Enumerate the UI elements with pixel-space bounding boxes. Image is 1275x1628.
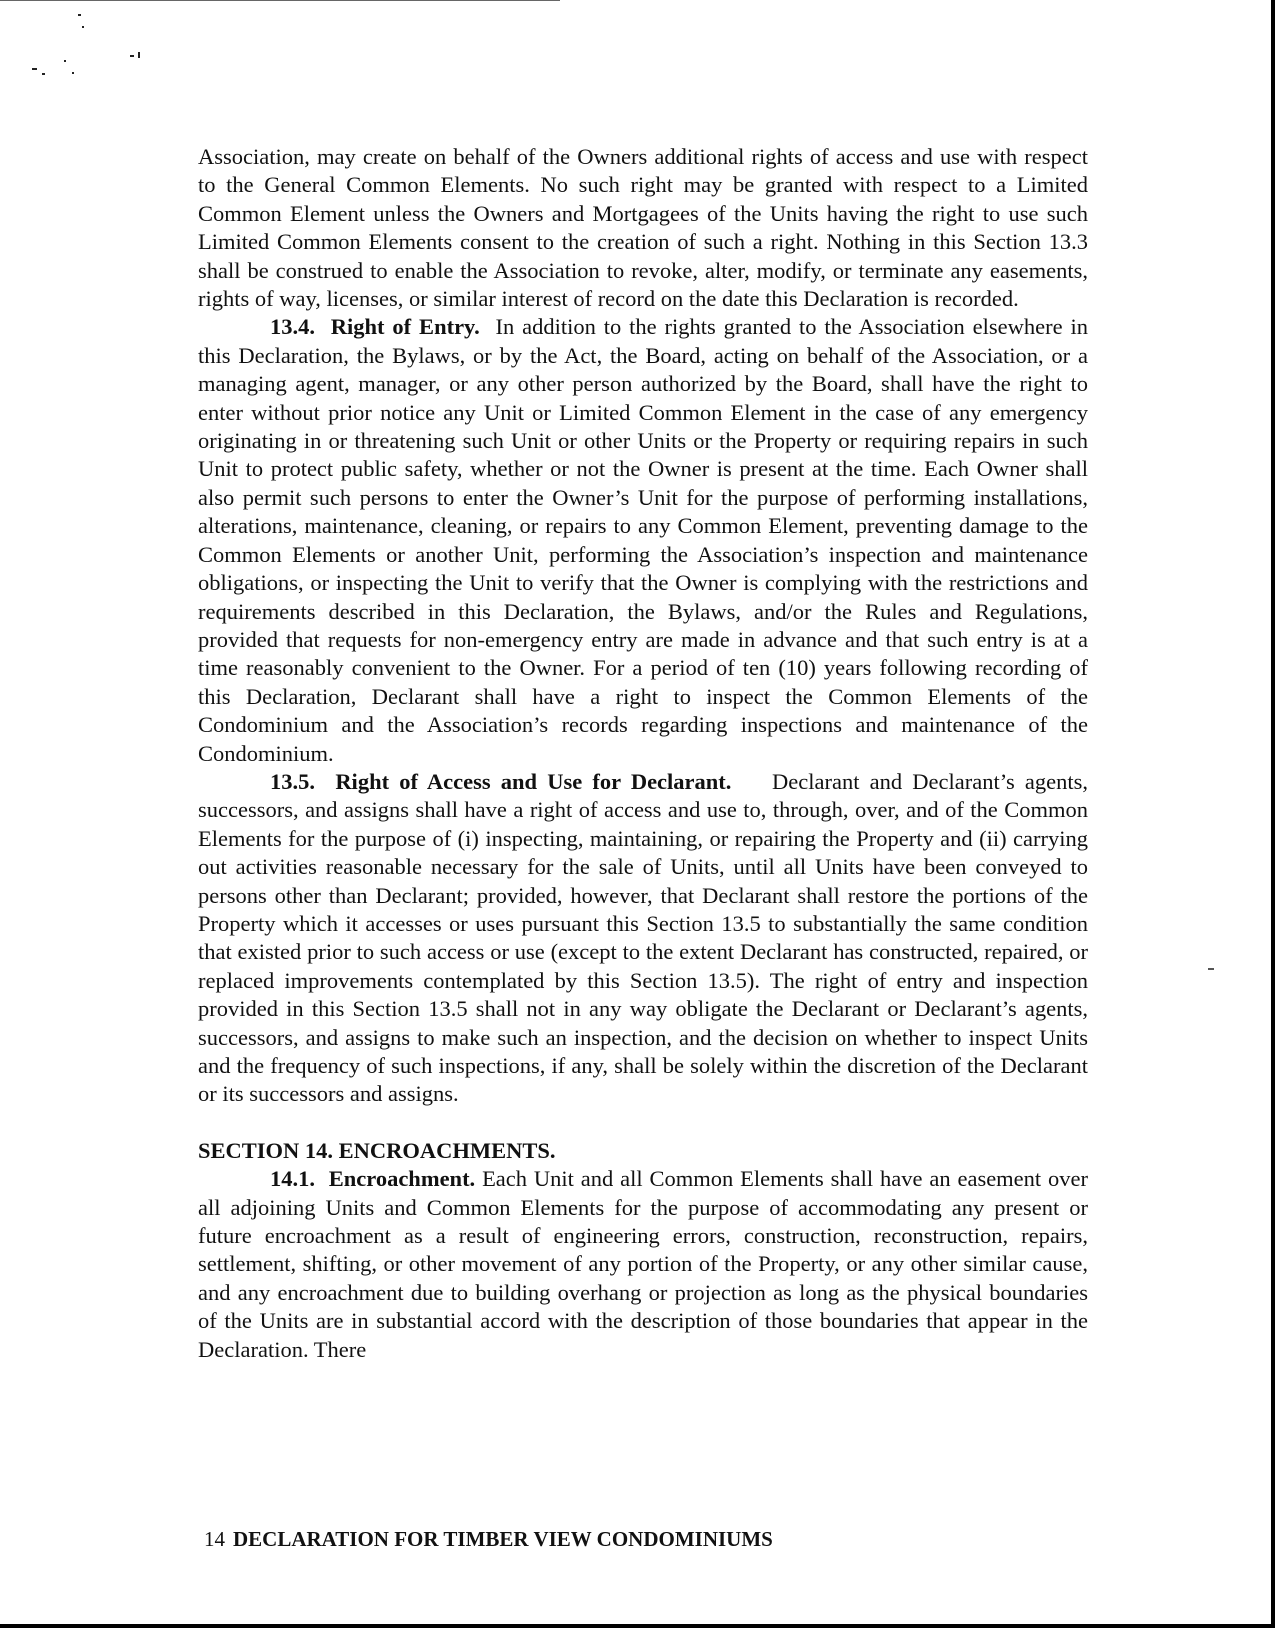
scan-edge-line — [0, 0, 560, 1]
page-number: 14 — [204, 1527, 225, 1551]
section-14-1-number: 14.1. — [270, 1166, 315, 1192]
page-footer — [204, 1527, 773, 1552]
opening-paragraph: Association, may create on behalf of the Owners additional rights of access and use with respect to the General Common Elements. No such right may be granted with respect to a Limited Common Element unless the Owners and Mortgagees of the Units having the right to use such Limited Common Elements consent to the creation of such a right. Nothing in this Section 13.3 shall be construed to enable the Association to revoke, alter, modify, or terminate any easements, rights of way, licenses, or similar interest of record on the date this Declaration is recorded. — [198, 144, 1088, 312]
section-13-5-number: 13.5. — [270, 768, 315, 794]
section-13-4-body: In addition to the rights granted to the Association elsewhere in this Declaration, the Bylaws, or by the Act, the Board, acting on behalf of the Association, or a managing agent, manager, or any other person authorized by the Board, shall have the right to enter without prior notice any Unit or Limited Common Element in the case of any emergency originating in or threatening such Unit or other Units or the Property or requiring repairs in such Unit to protect public safety, whether or not the Owner is present at the time. Each Owner shall also permit such persons to enter the Owner’s Unit for the purpose of performing installations, alterations, maintenance, cleaning, or repairs to any Common Element, preventing damage to the Common Elements or another Unit, performing the Association’s inspection and maintenance obligations, or inspecting the Unit to verify that the Owner is complying with the restrictions and requirements described in this Declaration, the Bylaws, and/or the Rules and Regulations, provided that requests for non-emergency entry are made in advance and that such entry is at a time reasonably convenient to the Owner. For a period of ten (10) years following recording of this Declaration, Declarant shall have a right to inspect the Common Elements of the Condominium and the Association’s records regarding inspections and maintenance of the Condominium. — [198, 314, 1089, 766]
section-13-5-body: Declarant and Declarant’s agents, successors, and assigns shall have a right of access and use to, through, over, and of the Common Elements for the purpose of (i) inspecting, maintaining, or repairing the Property and (ii) carrying out activities reasonable necessary for the sale of Units, until all Units have been conveyed to persons other than Declarant; provided, however, that Declarant shall restore the portions of the Property which it accesses or uses pursuant this Section 13.5 to substantially the same condition that existed prior to such access or use (except to the extent Declarant has constructed, repaired, or replaced improvements contemplated by this Section 13.5). The right of entry and inspection provided in this Section 13.5 shall not in any way obligate the Declarant or Declarant’s agents, successors, and assigns to make such an inspection, and the decision on whether to inspect Units and the frequency of such inspections, if any, shall be solely within the discretion of the Declarant or its successors and assigns. — [198, 768, 1088, 1107]
section-13-4 — [198, 313, 1088, 768]
section-14-1-heading: Encroachment. — [328, 1166, 476, 1192]
section-14-1 — [198, 1165, 1088, 1364]
section-14-title: SECTION 14. ENCROACHMENTS. — [198, 1137, 556, 1163]
section-13-5-heading: Right of Access and Use for Declarant. — [335, 768, 732, 794]
section-14-1-body: Each Unit and all Common Elements shall have an easement over all adjoining Units and Common Elements for the purpose of accommodating any present or future encroachment as a result of engineering errors, construction, reconstruction, repairs, settlement, shifting, or other movement of any portion of the Property, or any other similar cause, and any encroachment due to building overhang or projection as long as the physical boundaries of the Units are in substantial accord with the description of those boundaries that appear in the Declaration. There — [198, 1166, 1089, 1362]
scan-mark — [1208, 968, 1214, 970]
section-13-5 — [198, 768, 1088, 1109]
section-13-4-number: 13.4. — [270, 314, 315, 340]
section-13-4-heading: Right of Entry. — [330, 314, 480, 340]
scan-specks — [30, 10, 170, 80]
footer-title: DECLARATION FOR TIMBER VIEW CONDOMINIUMS — [233, 1527, 773, 1551]
document-body — [198, 143, 1088, 1364]
